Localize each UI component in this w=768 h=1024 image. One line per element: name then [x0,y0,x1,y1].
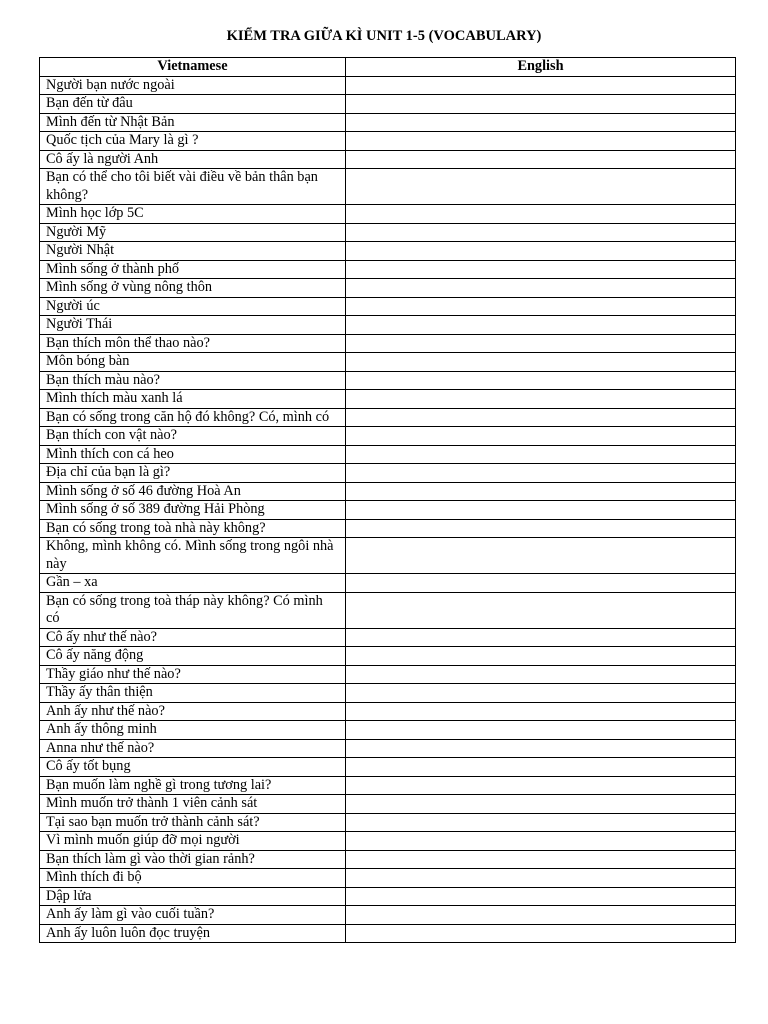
vietnamese-cell: Mình muốn trở thành 1 viên cảnh sát [40,795,346,814]
table-row [40,464,736,483]
english-answer-cell[interactable] [346,592,736,628]
english-answer-cell[interactable] [346,887,736,906]
vietnamese-cell: Bạn có sống trong toà tháp này không? Có mình có [40,592,346,628]
table-row [40,538,736,574]
table-row [40,647,736,666]
table-row [40,628,736,647]
table-row [40,390,736,409]
vietnamese-cell: Bạn thích con vật nào? [40,427,346,446]
table-row [40,721,736,740]
english-answer-cell[interactable] [346,390,736,409]
header-vietnamese: Vietnamese [40,58,346,77]
table-row [40,76,736,95]
english-answer-cell[interactable] [346,832,736,851]
english-answer-cell[interactable] [346,665,736,684]
english-answer-cell[interactable] [346,95,736,114]
english-answer-cell[interactable] [346,150,736,169]
english-answer-cell[interactable] [346,353,736,372]
english-answer-cell[interactable] [346,574,736,593]
english-answer-cell[interactable] [346,684,736,703]
vietnamese-cell: Gần – xa [40,574,346,593]
vietnamese-cell: Anh ấy làm gì vào cuối tuần? [40,906,346,925]
english-answer-cell[interactable] [346,260,736,279]
vietnamese-cell: Anh ấy như thế nào? [40,702,346,721]
table-row [40,223,736,242]
table-row [40,334,736,353]
english-answer-cell[interactable] [346,924,736,943]
english-answer-cell[interactable] [346,223,736,242]
english-answer-cell[interactable] [346,242,736,261]
vietnamese-cell: Tại sao bạn muốn trở thành cảnh sát? [40,813,346,832]
table-header-row [40,58,736,77]
english-answer-cell[interactable] [346,297,736,316]
table-row [40,574,736,593]
table-row [40,684,736,703]
table-row [40,832,736,851]
table-row [40,279,736,298]
table-row [40,519,736,538]
vietnamese-cell: Thầy giáo như thế nào? [40,665,346,684]
table-row [40,850,736,869]
vietnamese-cell: Mình sống ở vùng nông thôn [40,279,346,298]
vietnamese-cell: Cô ấy tốt bụng [40,758,346,777]
table-row [40,739,736,758]
table-row [40,169,736,205]
vietnamese-cell: Người úc [40,297,346,316]
english-answer-cell[interactable] [346,371,736,390]
english-answer-cell[interactable] [346,519,736,538]
table-row [40,132,736,151]
table-row [40,242,736,261]
english-answer-cell[interactable] [346,205,736,224]
vietnamese-cell: Bạn thích màu nào? [40,371,346,390]
table-row [40,445,736,464]
vietnamese-cell: Bạn có thể cho tôi biết vài điều về bản thân bạn không? [40,169,346,205]
english-answer-cell[interactable] [346,647,736,666]
english-answer-cell[interactable] [346,132,736,151]
table-row [40,702,736,721]
vietnamese-cell: Bạn đến từ đâu [40,95,346,114]
vietnamese-cell: Bạn có sống trong căn hộ đó không? Có, mình có [40,408,346,427]
table-body [40,76,736,943]
table-row [40,592,736,628]
table-row [40,297,736,316]
english-answer-cell[interactable] [346,408,736,427]
english-answer-cell[interactable] [346,702,736,721]
english-answer-cell[interactable] [346,739,736,758]
vietnamese-cell: Bạn muốn làm nghề gì trong tương lai? [40,776,346,795]
vietnamese-cell: Mình sống ở số 389 đường Hải Phòng [40,501,346,520]
vietnamese-cell: Vì mình muốn giúp đỡ mọi người [40,832,346,851]
english-answer-cell[interactable] [346,721,736,740]
table-row [40,924,736,943]
vietnamese-cell: Cô ấy là người Anh [40,150,346,169]
table-row [40,482,736,501]
table-row [40,408,736,427]
vietnamese-cell: Người Nhật [40,242,346,261]
english-answer-cell[interactable] [346,776,736,795]
vietnamese-cell: Bạn thích làm gì vào thời gian rảnh? [40,850,346,869]
vietnamese-cell: Người bạn nước ngoài [40,76,346,95]
table-row [40,501,736,520]
table-row [40,353,736,372]
vietnamese-cell: Địa chỉ của bạn là gì? [40,464,346,483]
table-row [40,95,736,114]
english-answer-cell[interactable] [346,427,736,446]
vietnamese-cell: Môn bóng bàn [40,353,346,372]
vocabulary-table [39,57,736,943]
english-answer-cell[interactable] [346,869,736,888]
english-answer-cell[interactable] [346,169,736,205]
table-row [40,869,736,888]
vietnamese-cell: Người Thái [40,316,346,335]
table-row [40,813,736,832]
english-answer-cell[interactable] [346,501,736,520]
table-row [40,795,736,814]
table-row [40,316,736,335]
english-answer-cell[interactable] [346,76,736,95]
vietnamese-cell: Anh ấy thông minh [40,721,346,740]
vietnamese-cell: Cô ấy như thế nào? [40,628,346,647]
vietnamese-cell: Mình thích màu xanh lá [40,390,346,409]
table-row [40,758,736,777]
vietnamese-cell: Mình học lớp 5C [40,205,346,224]
english-answer-cell[interactable] [346,628,736,647]
vietnamese-cell: Mình sống ở số 46 đường Hoà An [40,482,346,501]
english-answer-cell[interactable] [346,813,736,832]
english-answer-cell[interactable] [346,906,736,925]
english-answer-cell[interactable] [346,445,736,464]
table-row [40,205,736,224]
table-row [40,906,736,925]
english-answer-cell[interactable] [346,758,736,777]
english-answer-cell[interactable] [346,795,736,814]
vietnamese-cell: Quốc tịch của Mary là gì ? [40,132,346,151]
table-row [40,371,736,390]
table-row [40,260,736,279]
table-row [40,776,736,795]
vietnamese-cell: Bạn có sống trong toà nhà này không? [40,519,346,538]
vietnamese-cell: Người Mỹ [40,223,346,242]
table-row [40,150,736,169]
page-title: KIỂM TRA GIỮA KÌ UNIT 1-5 (VOCABULARY) [226,28,542,44]
vietnamese-cell: Dập lửa [40,887,346,906]
english-answer-cell[interactable] [346,334,736,353]
vietnamese-cell: Bạn thích môn thể thao nào? [40,334,346,353]
vietnamese-cell: Mình đến từ Nhật Bản [40,113,346,132]
english-answer-cell[interactable] [346,279,736,298]
vietnamese-cell: Không, mình không có. Mình sống trong ngôi nhà này [40,538,346,574]
table-row [40,427,736,446]
header-english: English [346,58,736,77]
table-row [40,113,736,132]
vietnamese-cell: Mình thích đi bộ [40,869,346,888]
vietnamese-cell: Mình sống ở thành phố [40,260,346,279]
english-answer-cell[interactable] [346,538,736,574]
english-answer-cell[interactable] [346,464,736,483]
english-answer-cell[interactable] [346,113,736,132]
vietnamese-cell: Cô ấy năng động [40,647,346,666]
english-answer-cell[interactable] [346,316,736,335]
english-answer-cell[interactable] [346,850,736,869]
english-answer-cell[interactable] [346,482,736,501]
table-row [40,665,736,684]
vietnamese-cell: Anna như thế nào? [40,739,346,758]
vietnamese-cell: Thầy ấy thân thiện [40,684,346,703]
table-row [40,887,736,906]
vietnamese-cell: Mình thích con cá heo [40,445,346,464]
vietnamese-cell: Anh ấy luôn luôn đọc truyện [40,924,346,943]
